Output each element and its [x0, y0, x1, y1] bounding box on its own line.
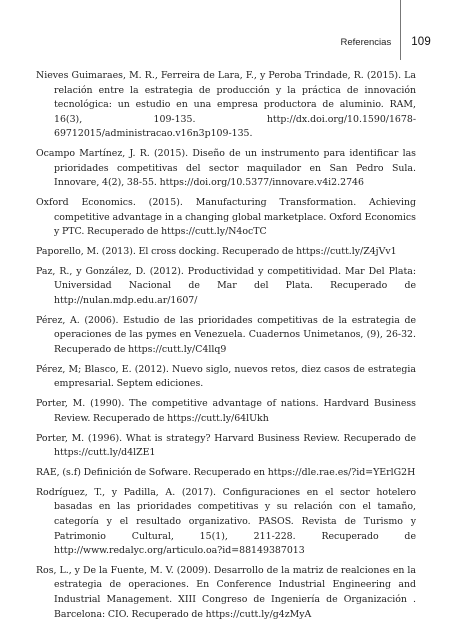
reference-entry: Rodríguez, T., y Padilla, A. (2017). Configuraciones en el sector hotelero basadas en las prioridades competitivas y su relación con el tamaño, categoría y el resultado organizativo. PASOS. Revista de Turismo y Patrimonio Cultural, 15(1), 211-228. Recuperado de http://www.redalyc.org/articulo.oa?id=88149387013 — [36, 486, 416, 557]
reference-entry: Nieves Guimaraes, M. R., Ferreira de Lara, F., y Peroba Trindade, R. (2015). La relación entre la estrategia de producción y la práctica de innovación tecnológica: un estudio en una empresa productora de aluminio. RAM, 16(3), 109-135. http://dx.doi.org/10.1590/1678-69712015/administracao.v16n3p109-135. — [36, 70, 416, 140]
reference-list — [36, 69, 416, 627]
reference-entry: Porter, M. (1990). The competitive advantage of nations. Hardvard Business Review. Recuperado de https://cutt.ly/64lUkh — [36, 398, 416, 424]
reference-entry: Porter, M. (1996). What is strategy? Harvard Business Review. Recuperado de https://cutt.ly/d4lZE1 — [36, 432, 416, 459]
reference-entry: Paporello, M. (2013). El cross docking. Recuperado de https://cutt.ly/Z4jVv1 — [36, 246, 397, 258]
reference-entry: Ocampo Martínez, J. R. (2015). Diseño de un instrumento para identificar las prioridades competitivas del sector maquilador en San Pedro Sula. Innovare, 4(2), 38-55. https://doi.org/10.5377/innovare.v4i2.2746 — [36, 148, 416, 189]
reference-entry: Oxford Economics. (2015). Manufacturing Transformation. Achieving competitive advantage in a changing global marketplace. Oxford Economics y PTC. Recuperado de https://cutt.ly/N4ocTC — [36, 197, 416, 238]
reference-entry: Paz, R., y González, D. (2012). Productividad y competitividad. Mar Del Plata: Universidad Nacional de Mar del Plata. Recuperado de http://nulan.mdp.edu.ar/1607/ — [36, 265, 416, 307]
reference-entry: RAE, (s.f) Definición de Sofware. Recuperado en https://dle.rae.es/?id=YErlG2H — [36, 466, 416, 478]
reference-entry: Pérez, M; Blasco, E. (2012). Nuevo siglo, nuevos retos, diez casos de estrategia empresarial. Septem ediciones. — [36, 363, 416, 390]
page-number: 109 — [411, 36, 431, 48]
running-header — [341, 36, 432, 48]
section-title: Referencias — [340, 36, 392, 48]
reference-entry: Pérez, A. (2006). Estudio de las prioridades competitivas de la estrategia de operaciones de las pymes en Venezuela. Cuadernos Unimetanos, (9), 26-32. Recuperado de https://cutt.ly/C4llq9 — [36, 314, 416, 356]
header-divider — [400, 0, 401, 60]
reference-entry: Ros, L., y De la Fuente, M. V. (2009). Desarrollo de la matriz de realciones en la estrategia de operaciones. En Conference Industrial Engineering and Industrial Management. XIII Congreso de Ingeniería de Organización . Barcelona: CIO. Recuperado de https://cutt.ly/g4zMyA — [36, 564, 416, 620]
